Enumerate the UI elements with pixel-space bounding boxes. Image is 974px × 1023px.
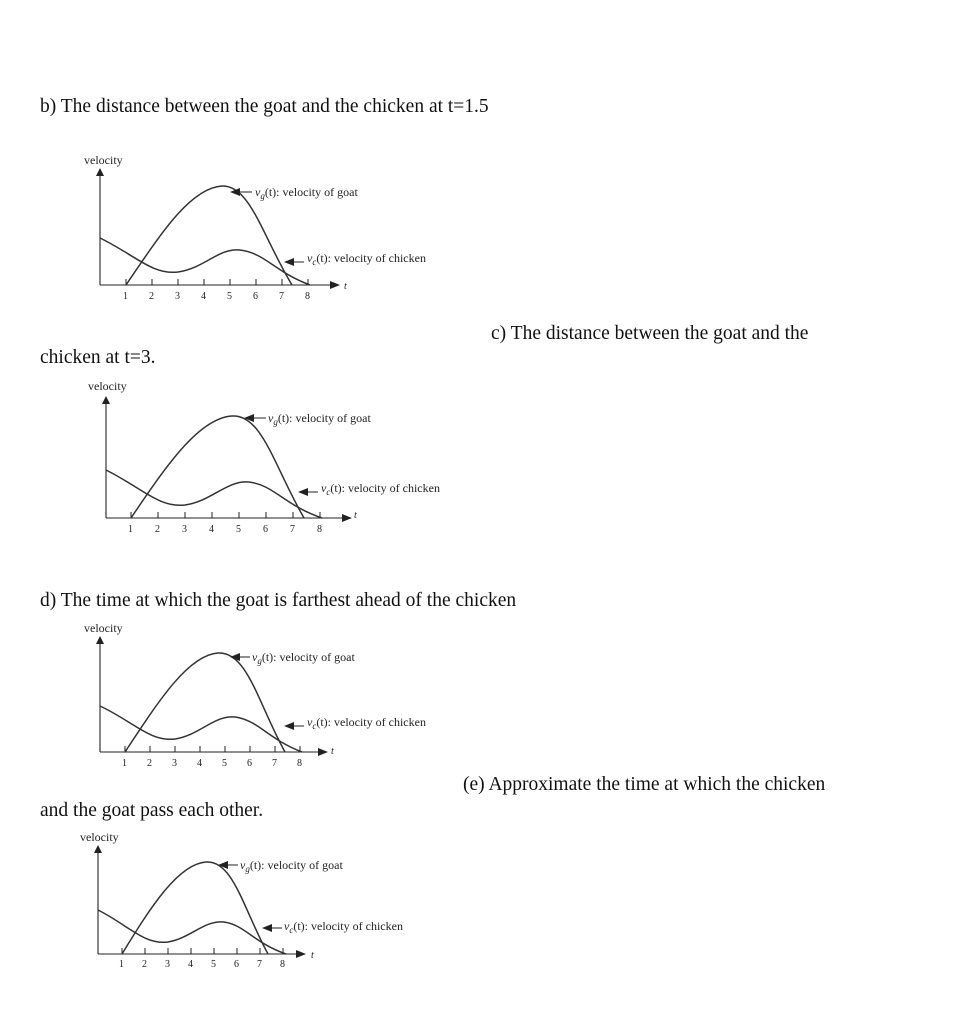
- tick-label-5: 5: [236, 524, 241, 535]
- goat-label-v: v: [252, 650, 258, 664]
- chicken-label-rest: (t): velocity of chicken: [316, 251, 426, 265]
- goat-label-v: v: [255, 185, 261, 199]
- tick-label-8: 8: [297, 758, 302, 769]
- graph-content: [80, 830, 403, 970]
- tick-label-1: 1: [123, 291, 128, 302]
- velocity-graph-d: [80, 618, 460, 768]
- y-axis-label: velocity: [84, 153, 123, 167]
- x-axis-arrow-icon: [330, 281, 340, 289]
- goat-label-rest: (t): velocity of goat: [277, 411, 371, 425]
- chicken-label-rest: (t): velocity of chicken: [293, 919, 403, 933]
- ticks: [123, 279, 310, 302]
- chicken-label-v: v: [307, 251, 313, 265]
- goat-label-sub: g: [245, 864, 250, 874]
- ticks: [128, 512, 322, 535]
- x-axis-arrow-icon: [342, 514, 352, 522]
- chicken-label-sub: c: [326, 487, 331, 497]
- velocity-graph-c: [84, 376, 464, 535]
- goat-velocity-curve: [131, 416, 304, 518]
- y-axis-arrow-icon: [96, 168, 104, 176]
- velocity-graph-e: [78, 828, 458, 978]
- goat-velocity-curve: [122, 862, 268, 954]
- tick-label-7: 7: [279, 291, 284, 302]
- goat-label-rest: (t): velocity of goat: [249, 858, 343, 872]
- y-axis-arrow-icon: [94, 845, 102, 853]
- chicken-curve-label: [307, 251, 426, 267]
- tick-label-2: 2: [155, 524, 160, 535]
- chicken-label-rest: (t): velocity of chicken: [316, 715, 426, 729]
- tick-label-8: 8: [280, 959, 285, 970]
- tick-label-3: 3: [165, 959, 170, 970]
- tick-label-4: 4: [209, 524, 214, 535]
- chicken-label-v: v: [284, 919, 290, 933]
- tick-label-5: 5: [222, 758, 227, 769]
- tick-label-3: 3: [175, 291, 180, 302]
- tick-label-1: 1: [119, 959, 124, 970]
- tick-label-5: 5: [227, 291, 232, 302]
- y-axis-arrow-icon: [102, 396, 110, 404]
- chicken-label-rest: (t): velocity of chicken: [330, 481, 440, 495]
- chicken-velocity-curve: [106, 470, 322, 518]
- chicken-label-sub: c: [289, 925, 294, 935]
- graph-content: [84, 153, 426, 302]
- question-e-line1: (e) Approximate the time at which the chicken: [463, 774, 826, 795]
- tick-label-4: 4: [201, 291, 206, 302]
- tick-label-6: 6: [263, 524, 268, 535]
- goat-label-sub: g: [257, 656, 262, 666]
- chicken-curve-label: [321, 481, 440, 497]
- tick-label-1: 1: [128, 524, 133, 535]
- y-axis-label: velocity: [84, 621, 123, 635]
- ticks: [122, 746, 302, 769]
- chicken-label-arrow-icon: [284, 722, 294, 730]
- tick-label-6: 6: [234, 959, 239, 970]
- graph-content: [88, 379, 440, 535]
- tick-label-1: 1: [122, 758, 127, 769]
- goat-curve-label: [252, 650, 355, 666]
- tick-label-4: 4: [188, 959, 193, 970]
- goat-label-v: v: [268, 411, 274, 425]
- graph-content: [84, 621, 426, 769]
- goat-label-sub: g: [260, 191, 265, 201]
- goat-label-sub: g: [273, 417, 278, 427]
- tick-label-6: 6: [253, 291, 258, 302]
- y-axis-arrow-icon: [96, 636, 104, 644]
- tick-label-7: 7: [257, 959, 262, 970]
- chicken-curve-label: [307, 715, 426, 731]
- chicken-label-arrow-icon: [262, 924, 272, 932]
- x-axis-label: t: [354, 510, 357, 521]
- goat-label-v: v: [240, 858, 246, 872]
- x-axis-label: t: [344, 281, 347, 292]
- tick-label-3: 3: [172, 758, 177, 769]
- tick-label-2: 2: [142, 959, 147, 970]
- x-axis-label: t: [311, 950, 314, 961]
- tick-label-8: 8: [317, 524, 322, 535]
- y-axis-label: velocity: [88, 379, 127, 393]
- question-c-line2: chicken at t=3.: [40, 347, 156, 368]
- tick-label-8: 8: [305, 291, 310, 302]
- question-d: d) The time at which the goat is farthest ahead of the chicken: [40, 590, 517, 611]
- goat-label-rest: (t): velocity of goat: [261, 650, 355, 664]
- goat-velocity-curve: [126, 186, 292, 285]
- y-axis-label: velocity: [80, 830, 119, 844]
- tick-label-5: 5: [211, 959, 216, 970]
- chicken-label-sub: c: [312, 257, 317, 267]
- tick-label-7: 7: [290, 524, 295, 535]
- question-c-line1: c) The distance between the goat and the: [491, 323, 809, 344]
- goat-curve-label: [255, 185, 358, 201]
- goat-velocity-curve: [125, 653, 285, 752]
- goat-curve-label: [268, 411, 371, 427]
- tick-label-7: 7: [272, 758, 277, 769]
- chicken-label-arrow-icon: [298, 488, 308, 496]
- tick-label-4: 4: [197, 758, 202, 769]
- tick-label-6: 6: [247, 758, 252, 769]
- chicken-label-sub: c: [312, 721, 317, 731]
- tick-label-3: 3: [182, 524, 187, 535]
- velocity-graph-b: [80, 150, 460, 300]
- chicken-label-v: v: [307, 715, 313, 729]
- x-axis-arrow-icon: [296, 950, 306, 958]
- x-axis-arrow-icon: [318, 748, 328, 756]
- tick-label-2: 2: [149, 291, 154, 302]
- ticks: [119, 948, 285, 970]
- x-axis-label: t: [331, 746, 334, 757]
- chicken-curve-label: [284, 919, 403, 935]
- goat-curve-label: [240, 858, 343, 874]
- chicken-label-v: v: [321, 481, 327, 495]
- chicken-label-arrow-icon: [284, 258, 294, 266]
- question-e-line2: and the goat pass each other.: [40, 800, 264, 821]
- question-b: b) The distance between the goat and the chicken at t=1.5: [40, 96, 489, 117]
- goat-label-rest: (t): velocity of goat: [264, 185, 358, 199]
- tick-label-2: 2: [147, 758, 152, 769]
